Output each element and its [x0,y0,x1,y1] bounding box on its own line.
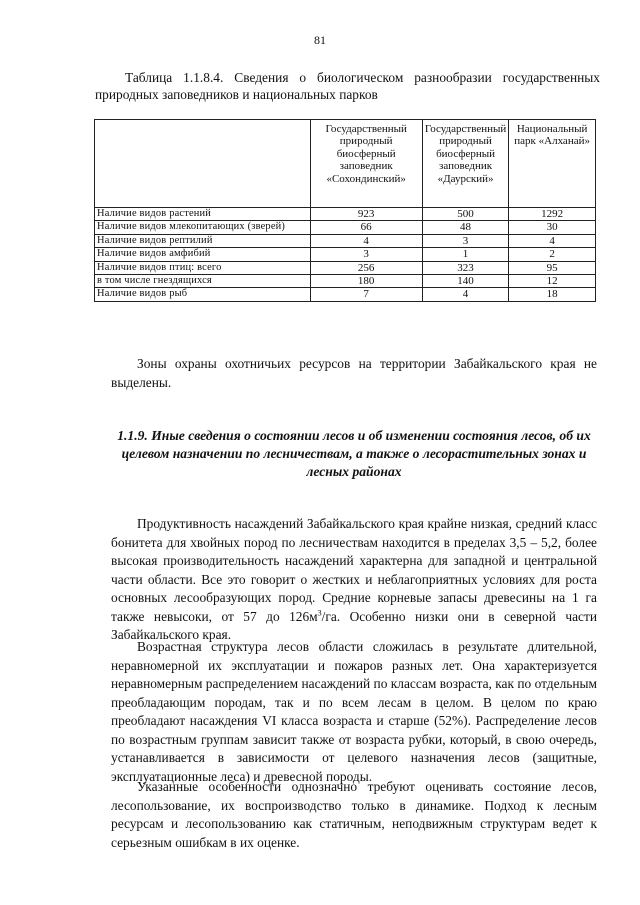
row-label: Наличие видов растений [95,208,311,221]
biodiversity-table [94,119,596,302]
cell-value: 48 [422,221,508,234]
cell-value: 30 [509,221,596,234]
table-row [95,261,596,274]
table-caption: Таблица 1.1.8.4. Сведения о биологическом разнообразии государственных природных заповедников и национальных парков [95,70,600,102]
cell-value: 180 [310,275,422,288]
table-row [95,275,596,288]
age-structure-paragraph: Возрастная структура лесов области сложилась в результате длительной, неравномерной их эксплуатации и пожаров разных лет. Она характеризуется неравномерным распределением насаждений по классам возраста, как по отдельным преобладающим породам, так и по всем лесам в целом. В целом по краю преобладают насаждения VI класса возраста и старше (52%). Распределение лесов по возрастным группам зависит также от возраста рубки, который, в свою очередь, устанавливается в зависимости от целевого назначения лесов (защитные, эксплуатационные леса) и древесной породы. [111,639,597,784]
cell-value: 95 [509,261,596,274]
cell-value: 140 [422,275,508,288]
row-label: Наличие видов амфибий [95,248,311,261]
header-daursky: Государственный природный биосферный заповедник «Даурский» [422,120,508,208]
dynamics-paragraph: Указанные особенности однозначно требуют оценивать состояние лесов, лесопользование, их воспроизводство только в динамике. Подход к лесным ресурсам и лесопользованию как статичным, неподвижным структурам ведет к серьезным ошибкам в их оценке. [111,779,597,850]
cell-value: 7 [310,288,422,301]
table-row [95,288,596,301]
zones-paragraph: Зоны охраны охотничьих ресурсов на территории Забайкальского края не выделены. [111,356,597,390]
header-alkhanay: Национальный парк «Алханай» [509,120,596,208]
row-label: Наличие видов рыб [95,288,311,301]
cell-value: 3 [310,248,422,261]
cell-value: 12 [509,275,596,288]
header-sokhondinsky: Государственный природный биосферный заповедник «Сохондинский» [310,120,422,208]
page-number: 81 [314,33,326,47]
productivity-text: Продуктивность насаждений Забайкальского края крайне низкая, средний класс бонитета для хвойных пород по лесничествам находится в пределах 3,5 – 5,2, более высокая производительность насаждений характерна для западной и центральной части области. Все это говорит о жестких и неблагоприятных условиях для роста основных лесообразующих пород. Средние корневые запасы древесины на 1 га также невысоки, от 57 до 126м [111,516,597,624]
productivity-text-end: /га. Особенно низки они в северной части Забайкальского края. [111,608,598,642]
cell-value: 923 [310,208,422,221]
table-row [95,234,596,247]
header-empty [95,120,311,208]
table-header-row [95,120,596,208]
cell-value: 3 [422,234,508,247]
productivity-paragraph [111,515,597,645]
cell-value: 4 [422,288,508,301]
cubic-superscript: 3 [317,608,322,618]
row-label: в том числе гнездящихся [95,275,311,288]
table-row [95,248,596,261]
table-row [95,208,596,221]
section-heading: 1.1.9. Иные сведения о состоянии лесов и об изменении состояния лесов, об их целевом назначении по лесничествам, а также о лесорастительных зонах и лесных районах [117,428,591,479]
row-label: Наличие видов птиц: всего [95,261,311,274]
row-label: Наличие видов рептилий [95,234,311,247]
cell-value: 18 [509,288,596,301]
cell-value: 500 [422,208,508,221]
cell-value: 4 [509,234,596,247]
table-row [95,221,596,234]
row-label: Наличие видов млекопитающих (зверей) [95,221,311,234]
cell-value: 1292 [509,208,596,221]
cell-value: 1 [422,248,508,261]
cell-value: 66 [310,221,422,234]
cell-value: 4 [310,234,422,247]
cell-value: 323 [422,261,508,274]
cell-value: 256 [310,261,422,274]
cell-value: 2 [509,248,596,261]
